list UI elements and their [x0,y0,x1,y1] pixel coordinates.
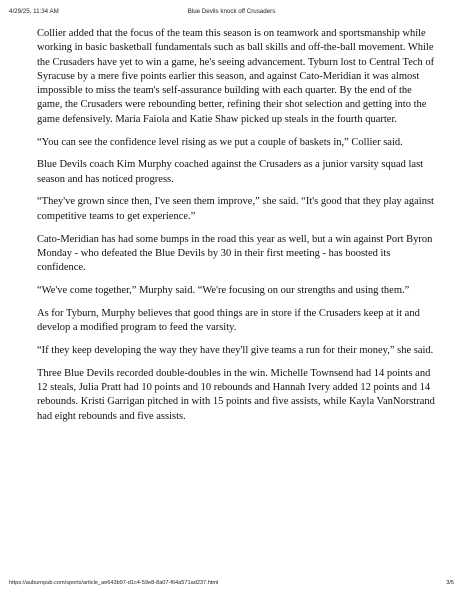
print-page-title: Blue Devils knock off Crusaders [187,8,276,15]
article-body [37,27,435,432]
article-paragraph: As for Tyburn, Murphy believes that good things are in store if the Crusaders keep at it and develop a modified program to feed the varsity. [37,307,420,334]
article-paragraph: Blue Devils coach Kim Murphy coached against the Crusaders as a junior varsity squad last season and has noticed progress. [37,159,424,185]
article-paragraph: Collier added that the focus of the team this season is on teamwork and sportsmanship while working in basic basketball fundamentals such as ball skills and off-the-ball movement. While the Crusaders have yet to win a game, he's seeing advancement. Tyburn lost to Central Tech of Syracuse by a mere five points earlier this season, and against Cato-Meridian it was almost impossible to miss the team's self-assurance building with each quarter. By the end of the game, the Crusaders were rebounding better, refining their shot selection and getting into the game defensively. Maria Faiola and Katie Shaw picked up steals in the fourth quarter. [37,28,435,125]
article-paragraph: “We've come together,” Murphy said. “We're focusing on our strengths and using them.” [37,284,410,296]
article-paragraph: “You can see the confidence level rising as we put a couple of baskets in,” Collier said. [37,136,403,148]
print-footer [9,580,454,589]
article-paragraph: “If they keep developing the way they have they'll give teams a run for their money,” she said. [37,344,434,356]
print-datetime: 4/29/25, 11:34 AM [9,8,59,15]
print-header [9,8,454,18]
page-number: 3/5 [446,580,454,586]
print-url: https://auburnpub.com/sports/article_ae643b97-d1c4-59e8-8a07-f64a571ad237.html [9,580,219,586]
article-paragraph: Three Blue Devils recorded double-doubles in the win. Michelle Townsend had 14 points and 12 steals, Julia Pratt had 10 points and 10 rebounds and Hannah Ivery added 12 points and 14 rebounds. Kristi Garrigan pitched in with 15 points and five assists, while Kayla VanNorstrand had eight rebounds and five assists. [37,367,435,422]
article-paragraph: Cato-Meridian has had some bumps in the road this year as well, but a win against Port Byron Monday - who defeated the Blue Devils by 30 in their first meeting - has boosted its confidence. [37,233,433,274]
article-paragraph: “They've grown since then, I've seen them improve,” she said. “It's good that they play against competitive teams to get experience.” [37,196,434,222]
